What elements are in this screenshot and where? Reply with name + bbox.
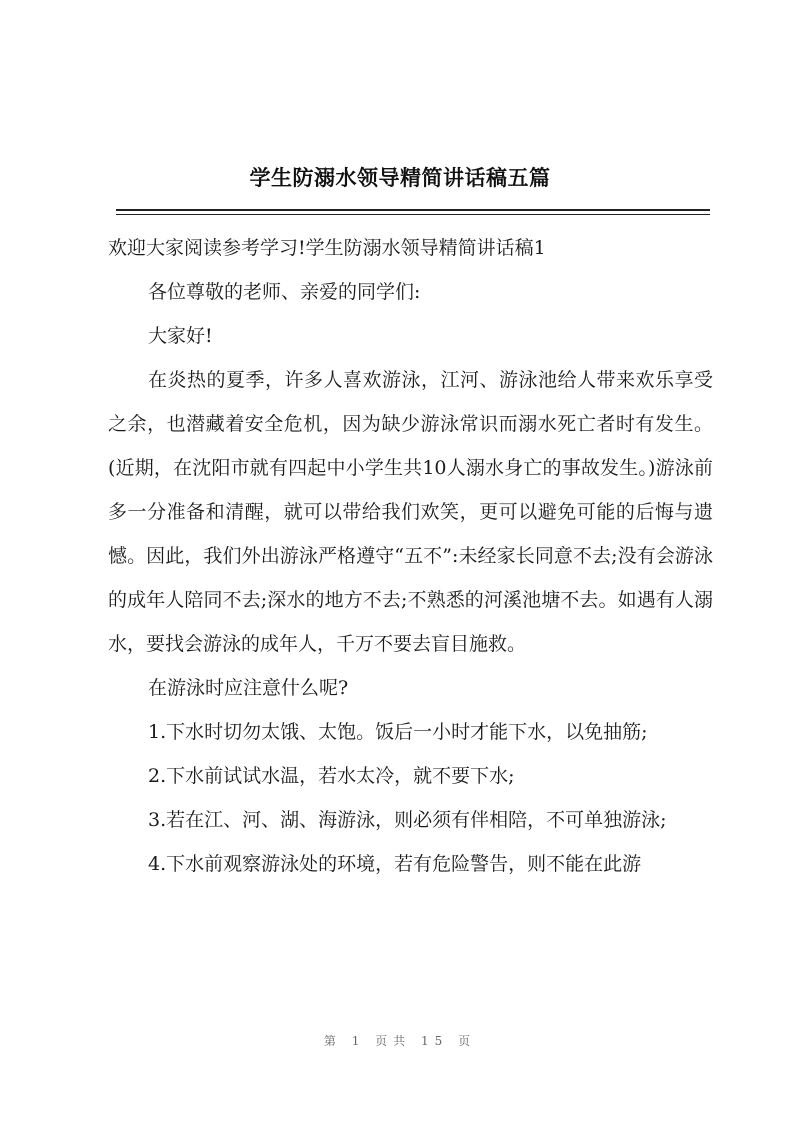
list-item-1: 1.下水时切勿太饿、太饱。饭后一小时才能下水，以免抽筋; [148, 721, 648, 743]
greeting: 大家好! [148, 325, 213, 347]
question-line: 在游泳时应注意什么呢? [148, 677, 349, 699]
list-item-2: 2.下水前试试水温，若水太冷，就不要下水; [148, 765, 515, 787]
intro-line: 欢迎大家阅读参考学习!学生防溺水领导精简讲话稿1 [108, 237, 546, 259]
list-item-3: 3.若在江、河、湖、海游泳，则必须有伴相陪，不可单独游泳; [148, 809, 667, 831]
title-rule-thin [116, 214, 710, 215]
page-footer: 第 1 页共 15 页 [323, 1034, 477, 1048]
document-body [108, 226, 713, 886]
salutation: 各位尊敬的老师、亲爱的同学们: [148, 281, 421, 303]
list-item-4: 4.下水前观察游泳处的环境，若有危险警告，则不能在此游 [148, 853, 642, 875]
body-paragraph: 在炎热的夏季，许多人喜欢游泳，江河、游泳池给人带来欢乐享受之余，也潜藏着安全危机，因为缺少游泳常识而溺水死亡者时有发生。(近期，在沈阳市就有四起中小学生共10人溺水身亡的事故发生。)游泳前多一分准备和清醒，就可以带给我们欢笑，更可以避免可能的后悔与遗憾。因此，我们外出游泳严格遵守“五不”:未经家长同意不去;没有会游泳的成年人陪同不去;深水的地方不去;不熟悉的河溪池塘不去。如遇有人溺水，要找会游泳的成年人，千万不要去盲目施救。 [108, 369, 713, 655]
document-title: 学生防溺水领导精简讲话稿五篇 [249, 166, 551, 190]
title-rule-thick [116, 209, 710, 211]
